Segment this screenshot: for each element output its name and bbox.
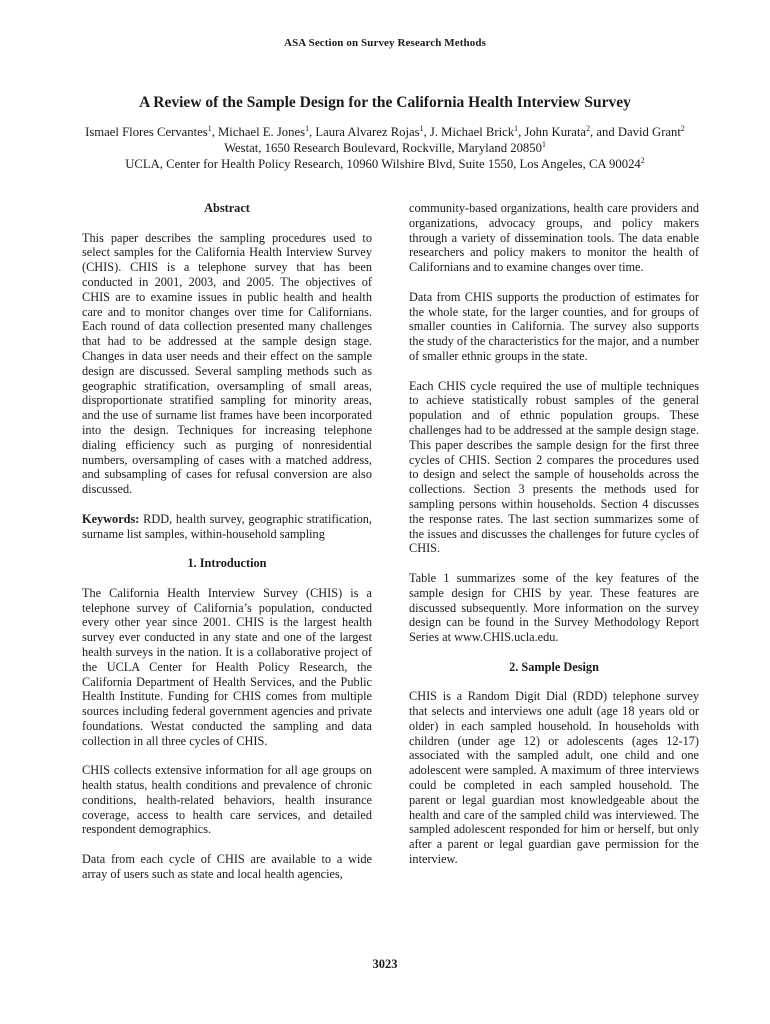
byline-block xyxy=(30,124,740,172)
abstract-heading: Abstract xyxy=(204,201,250,215)
author-name: , Michael E. Jones xyxy=(211,125,306,139)
affiliation-line-ucla xyxy=(30,156,740,172)
authors-line xyxy=(30,124,740,140)
author-affiliation-marker: 2 xyxy=(586,123,591,133)
body-paragraph-cycles: Each CHIS cycle required the use of multiple techniques to achieve statistically robust samples of the general population and of ethnic population groups. These challenges had to be addressed at the sample design stage. This paper describes the sample design for the first three cycles of CHIS. Section 2 compares the procedures used to design and select the sample of households across the collections. Section 3 presents the methods used for sampling persons within households. Section 4 discusses the response rates. The last section summarizes some of the issues and discusses the challenges for future cycles of CHIS. xyxy=(409,378,699,556)
introduction-paragraph-2: CHIS collects extensive information for all age groups on health status, health conditions and prevalence of chronic conditions, health-related behaviors, health insurance coverage, access to health care services, and detailed respondent demographics. xyxy=(82,763,372,837)
author-name: , Laura Alvarez Rojas xyxy=(309,125,420,139)
introduction-paragraph-3: Data from each cycle of CHIS are available to a wide array of users such as state and local health agencies, xyxy=(82,852,372,881)
author-name: , John Kurata xyxy=(518,125,587,139)
body-paragraph-table1: Table 1 summarizes some of the key features of the sample design for CHIS by year. These features are discussed subsequently. More information on the survey design can be found in the Survey Methodology Report Series at www.CHIS.ucla.edu. xyxy=(409,570,699,645)
author-name: Ismael Flores Cervantes xyxy=(85,125,208,139)
body-paragraph-continuation: community-based organizations, health care providers and organizations, advocacy groups, and policy makers through a variety of dissemination tools. The data enable researchers and policy makers to monitor the health of Californians and to examine changes over time. xyxy=(409,201,699,275)
right-column xyxy=(409,201,699,882)
sample-design-paragraph-1: CHIS is a Random Digit Dial (RDD) telephone survey that selects and interviews one adult (age 18 years old or older) in each sampled household. In households with children (under age 12) or adolescents (ages 12-17) associated with the sampled adult, one child and one adolescent were sampled. A maximum of three interviews could be completed in each sampled household. The parent or legal guardian most knowledgeable about the health and care of the sampled child was interviewed. The sampled adolescent responded for him or herself, but only after a parent or legal guardian gave permission for the interview. xyxy=(409,689,699,867)
author-affiliation-marker: 1 xyxy=(305,123,309,133)
keywords-text: RDD, health survey, geographic stratification, surname list samples, within-household sampling xyxy=(82,511,372,541)
introduction-heading: 1. Introduction xyxy=(187,556,267,571)
abstract-paragraph: This paper describes the sampling procedures used to select samples for the California Health Interview Survey (CHIS). CHIS is a telephone survey that has been conducted in 2001, 2003, and 2005. The objectives of CHIS are to examine issues in public health and health care and to monitor changes over time for Californians. Each round of data collection presented many challenges that had to be addressed at the sample design stage. Changes in data user needs and their effect on the sample design are discussed. Several sampling methods such as geographic stratification, oversampling of small areas, disproportionate stratified sampling for minority areas, and the use of surname list frames have been incorporated into the design. Techniques for increasing telephone dialing efficiency such as purging of nonresidential numbers, oversampling of cases with a matched address, and subsampling of cases for refusal conversion are also discussed. xyxy=(82,230,372,497)
affiliation-text: Westat, 1650 Research Boulevard, Rockville, Maryland 20850 xyxy=(224,141,542,155)
paper-title: A Review of the Sample Design for the California Health Interview Survey xyxy=(139,94,631,111)
affiliation-marker: 1 xyxy=(541,139,546,149)
author-affiliation-marker: 1 xyxy=(514,123,519,133)
sample-design-heading: 2. Sample Design xyxy=(509,659,599,674)
running-head: ASA Section on Survey Research Methods xyxy=(284,37,486,49)
keywords-paragraph xyxy=(82,512,372,542)
body-paragraph-estimates: Data from CHIS supports the production of estimates for the whole state, for the larger counties, and for groups of smaller counties in California. The survey also supports the study of the characteristics for the major, and a number of smaller ethnic groups in the state. xyxy=(409,289,699,363)
affiliation-marker: 2 xyxy=(640,155,645,165)
left-column xyxy=(82,201,372,882)
two-column-body xyxy=(82,201,699,882)
author-affiliation-marker: 2 xyxy=(680,123,685,133)
author-affiliation-marker: 1 xyxy=(419,123,424,133)
author-affiliation-marker: 1 xyxy=(207,123,212,133)
affiliation-line-westat xyxy=(30,140,740,156)
page-number: 3023 xyxy=(372,957,398,971)
keywords-label: Keywords: xyxy=(82,511,140,526)
author-name: , J. Michael Brick xyxy=(423,125,515,139)
author-name: , and David Grant xyxy=(590,125,681,139)
affiliation-text: UCLA, Center for Health Policy Research, 10960 Wilshire Blvd, Suite 1550, Los Angeles, CA 90024 xyxy=(125,157,641,171)
introduction-paragraph-1: The California Health Interview Survey (CHIS) is a telephone survey of California’s population, conducted every other year since 2001. CHIS is the largest health survey ever conducted in any state and one of the largest health surveys in the nation. It is a collaborative project of the UCLA Center for Health Policy Research, the California Department of Health Services, and the Public Health Institute. Funding for CHIS comes from multiple sources including federal government agencies and private foundations. Westat conducted the sampling and data collection in all three cycles of CHIS. xyxy=(82,585,372,748)
